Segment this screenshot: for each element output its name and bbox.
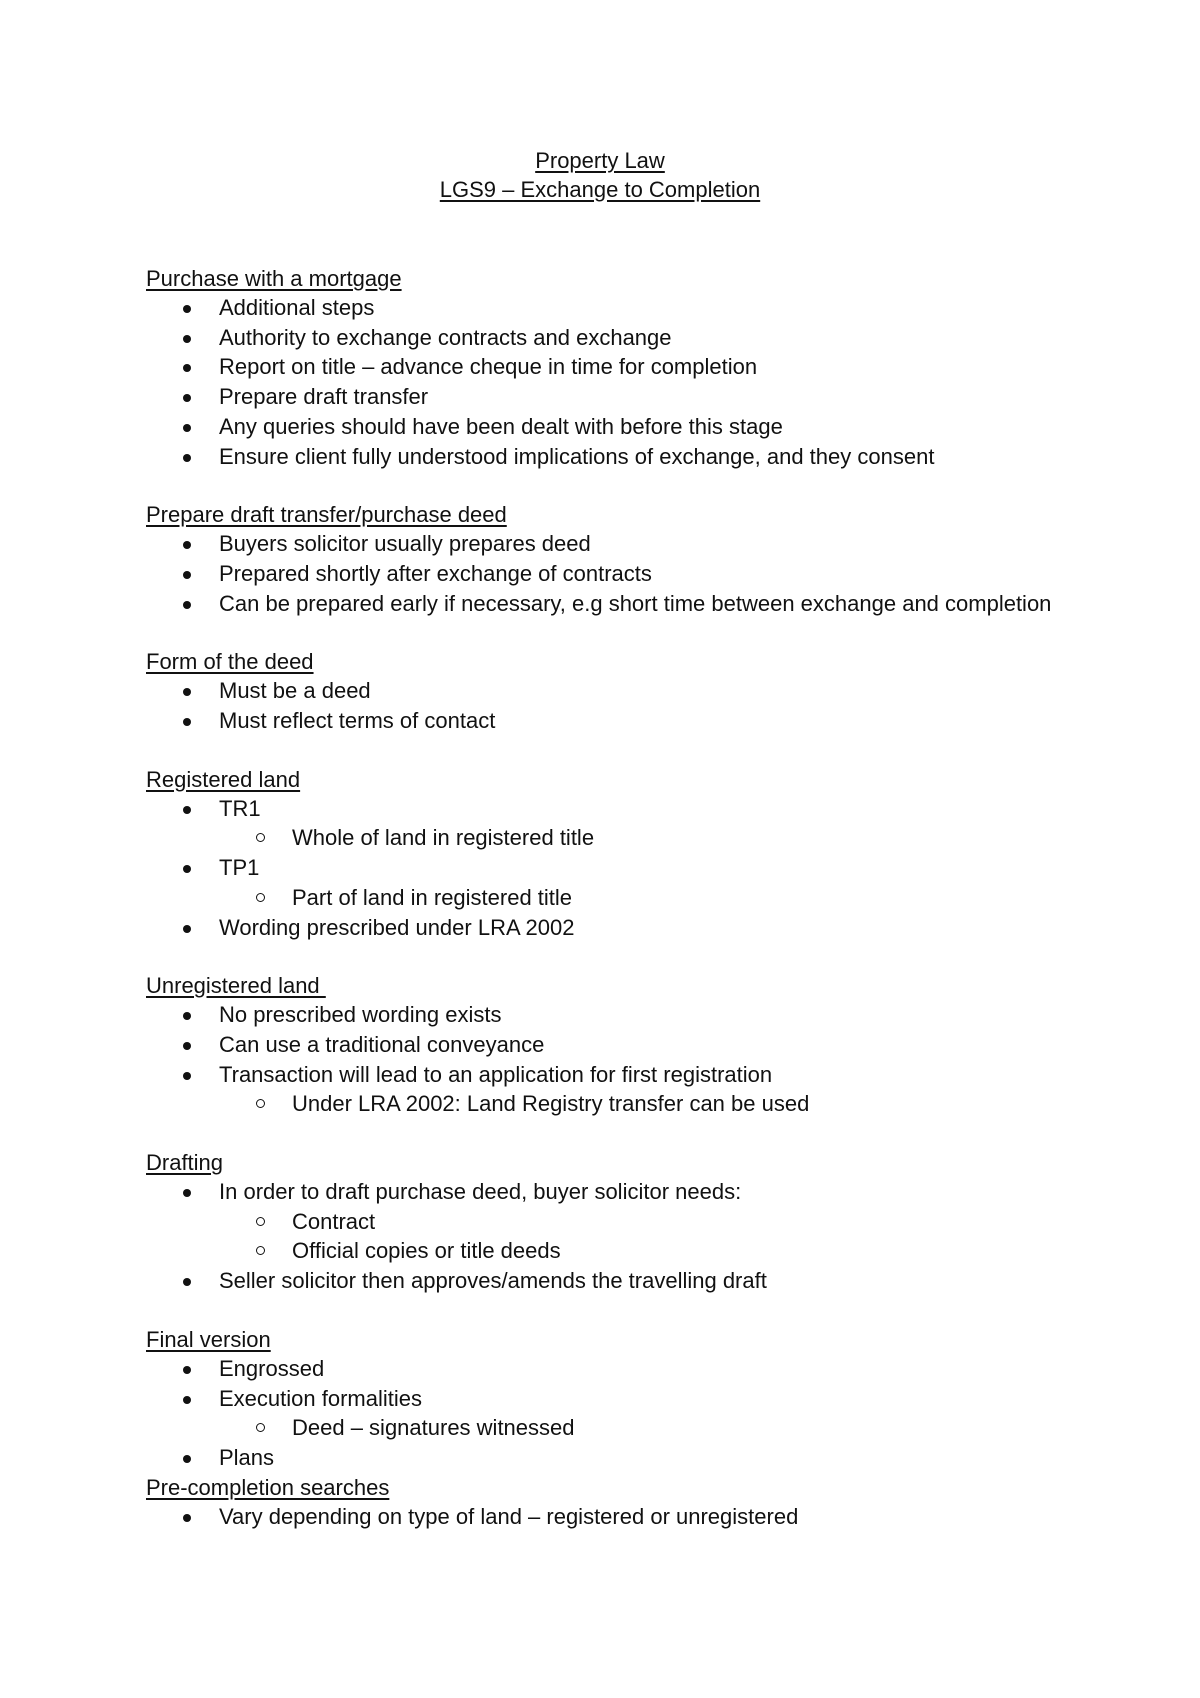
list-item — [146, 1177, 1106, 1207]
list-item — [146, 352, 1106, 382]
list-item — [146, 1443, 1106, 1473]
bullet-icon — [183, 394, 191, 402]
bullet-icon — [183, 1012, 191, 1020]
bullet-icon — [183, 571, 191, 579]
list-item — [146, 412, 1106, 442]
list-item-text: Prepare draft transfer — [219, 384, 429, 410]
hollow-bullet-icon — [256, 1246, 265, 1255]
sub-list-item — [146, 1089, 1106, 1119]
list-item-text: Seller solicitor then approves/amends the travelling draft — [219, 1268, 767, 1294]
list-item-text: Must be a deed — [219, 678, 371, 704]
sub-list-item — [146, 1236, 1106, 1266]
section-heading: Drafting — [146, 1150, 224, 1176]
section — [146, 500, 1106, 618]
list-item-text: TP1 — [219, 855, 260, 881]
list-item-text: Additional steps — [219, 295, 375, 320]
hollow-bullet-icon — [256, 1217, 265, 1226]
document-title: Property Law — [535, 148, 665, 173]
list-item — [146, 382, 1106, 412]
bullet-list — [146, 293, 1106, 471]
list-item-text: Can be prepared early if necessary, e.g short time between exchange and completion — [219, 590, 1052, 616]
bullet-list — [146, 676, 1106, 735]
bullet-icon — [183, 454, 191, 462]
list-item-text: Vary depending on type of land – registered or unregistered — [219, 1503, 799, 1529]
hollow-bullet-icon — [256, 1099, 265, 1108]
list-item-text: Execution formalities — [219, 1385, 422, 1411]
list-item-text: Report on title – advance cheque in time for completion — [219, 354, 758, 380]
bullet-icon — [183, 1189, 191, 1197]
list-item-text: TR1 — [219, 795, 261, 821]
bullet-list — [146, 1502, 1106, 1532]
list-item — [146, 853, 1106, 883]
bullet-list — [146, 1000, 1106, 1119]
document-subtitle: LGS9 – Exchange to Completion — [439, 177, 761, 202]
list-item — [146, 1266, 1106, 1296]
bullet-icon — [183, 925, 191, 933]
bullet-icon — [183, 335, 191, 343]
list-item — [146, 913, 1106, 943]
title-block — [0, 146, 1200, 204]
list-item — [146, 323, 1106, 353]
bullet-icon — [183, 1042, 191, 1050]
section-heading: Form of the deed — [146, 649, 314, 675]
list-item — [146, 1000, 1106, 1030]
list-item-text: Prepared shortly after exchange of contracts — [219, 560, 652, 586]
list-item — [146, 559, 1106, 589]
bullet-icon — [183, 1366, 191, 1374]
list-item-text: Wording prescribed under LRA 2002 — [219, 914, 575, 940]
list-item — [146, 1502, 1106, 1532]
bullet-icon — [183, 601, 191, 609]
bullet-list — [146, 529, 1106, 618]
notes-body — [146, 264, 1106, 1560]
list-item — [146, 293, 1106, 323]
list-item-text: Contract — [292, 1208, 376, 1234]
list-item — [146, 1354, 1106, 1384]
bullet-icon — [183, 424, 191, 432]
sub-list-item — [146, 823, 1106, 853]
list-item-text: Can use a traditional conveyance — [219, 1031, 545, 1057]
hollow-bullet-icon — [256, 893, 265, 902]
section — [146, 647, 1106, 735]
hollow-bullet-icon — [256, 833, 265, 842]
list-item-text: Whole of land in registered title — [292, 825, 595, 851]
list-item-text: Transaction will lead to an application for first registration — [219, 1061, 773, 1087]
sub-list-item — [146, 1207, 1106, 1237]
bullet-icon — [183, 305, 191, 313]
list-item — [146, 706, 1106, 736]
bullet-icon — [183, 541, 191, 549]
list-item-text: Under LRA 2002: Land Registry transfer can be used — [292, 1091, 810, 1117]
bullet-list — [146, 794, 1106, 943]
list-item — [146, 442, 1106, 472]
bullet-list — [146, 1177, 1106, 1296]
bullet-icon — [183, 718, 191, 726]
list-item-text: Part of land in registered title — [292, 884, 573, 910]
section — [146, 1325, 1106, 1473]
list-item — [146, 1030, 1106, 1060]
list-item — [146, 529, 1106, 559]
bullet-icon — [183, 1278, 191, 1286]
section-heading: Prepare draft transfer/purchase deed — [146, 502, 507, 528]
bullet-icon — [183, 688, 191, 696]
list-item — [146, 794, 1106, 824]
list-item — [146, 1060, 1106, 1090]
section-heading: Final version — [146, 1326, 271, 1352]
list-item-text: Engrossed — [219, 1355, 325, 1381]
section — [146, 765, 1106, 943]
section-heading: Registered land — [146, 766, 301, 792]
list-item-text: Authority to exchange contracts and exchange — [219, 324, 672, 350]
list-item-text: Any queries should have been dealt with before this stage — [219, 413, 783, 439]
list-item-text: Plans — [219, 1444, 275, 1470]
sub-list-item — [146, 1413, 1106, 1443]
list-item-text: Official copies or title deeds — [292, 1238, 561, 1264]
section — [146, 1473, 1106, 1532]
bullet-list — [146, 1354, 1106, 1473]
list-item-text: No prescribed wording exists — [219, 1002, 502, 1028]
list-item — [146, 676, 1106, 706]
section — [146, 264, 1106, 471]
bullet-icon — [183, 364, 191, 372]
section-heading: Unregistered land — [146, 973, 326, 999]
bullet-icon — [183, 865, 191, 873]
section — [146, 971, 1106, 1119]
bullet-icon — [183, 1072, 191, 1080]
bullet-icon — [183, 1396, 191, 1404]
section-heading: Purchase with a mortgage — [146, 266, 402, 291]
list-item-text: Deed – signatures witnessed — [292, 1415, 575, 1441]
bullet-icon — [183, 806, 191, 814]
list-item — [146, 1384, 1106, 1414]
list-item-text: Ensure client fully understood implications of exchange, and they consent — [219, 443, 935, 469]
list-item-text: Buyers solicitor usually prepares deed — [219, 531, 591, 557]
hollow-bullet-icon — [256, 1423, 265, 1432]
list-item-text: Must reflect terms of contact — [219, 708, 496, 734]
list-item — [146, 589, 1106, 619]
section — [146, 1148, 1106, 1296]
list-item-text: In order to draft purchase deed, buyer solicitor needs: — [219, 1179, 742, 1205]
sub-list-item — [146, 883, 1106, 913]
section-heading: Pre-completion searches — [146, 1474, 390, 1500]
bullet-icon — [183, 1514, 191, 1522]
bullet-icon — [183, 1455, 191, 1463]
